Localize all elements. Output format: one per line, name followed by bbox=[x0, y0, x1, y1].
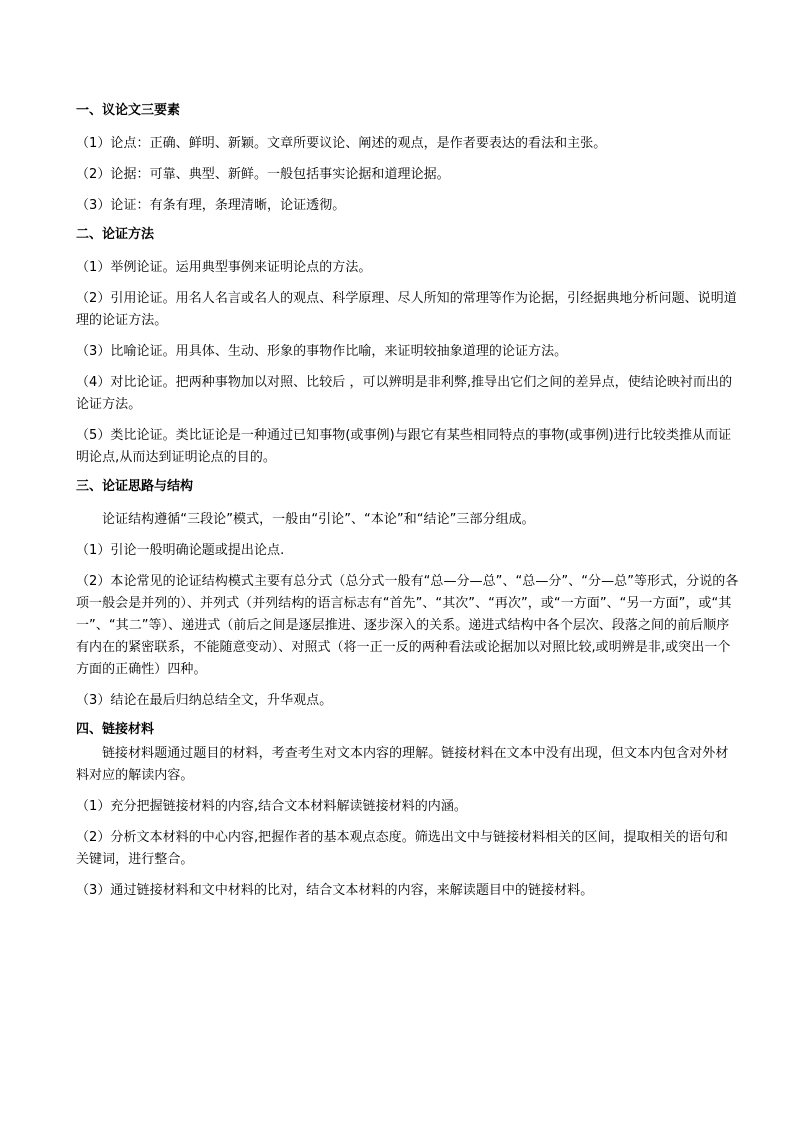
paragraph: （4）对比论证。把两种事物加以对照、比较后 ，可以辨明是非利弊,推导出它们之间的差异点，使结论映衬而出的论证方法。 bbox=[76, 375, 733, 412]
paragraph: （3）通过链接材料和文中材料的比对，结合文本材料的内容，来解读题目中的链接材料。 bbox=[76, 883, 594, 898]
paragraph: （3）结论在最后归纳总结全文，升华观点。 bbox=[76, 693, 333, 708]
document-body bbox=[76, 102, 740, 911]
section-heading: 二、论证方法 bbox=[76, 227, 155, 242]
paragraph: （2）本论常见的论证结构模式主要有总分式（总分式一般有“总—分—总”、“总—分”、“分—总”等形式，分说的各项一般会是并列的）、并列式（并列结构的语言标志有“首先”、“其次”、“再次”，或“一方面”、“另一方面”，或“其一”、“其二”等）、递进式（前后之间是逐层推进、逐步深入的关系。递进式结构中各个层次、段落之间的前后顺序有内在的紧密联系，不能随意变动）、对照式（将一正一反的两种看法或论据加以对照比较,或明辨是非,或突出一个方面的正确性）四种。 bbox=[76, 574, 739, 677]
paragraph: （5）类比论证。类比证论是一种通过已知事物(或事例)与跟它有某些相同特点的事物(或事例)进行比较类推从而证明论点,从而达到证明论点的目的。 bbox=[76, 428, 732, 465]
paragraph: （2）论据：可靠、典型、新鲜。一般包括事实论据和道理论据。 bbox=[76, 167, 450, 182]
paragraph: （1）引论一般明确论题或提出论点. bbox=[76, 543, 285, 558]
paragraph: （1）充分把握链接材料的内容,结合文本材料解读链接材料的内涵。 bbox=[76, 799, 467, 814]
section-heading: 三、论证思路与结构 bbox=[76, 479, 194, 494]
intro-paragraph: 链接材料题通过题目的材料，考查考生对文本内容的理解。链接材料在文本中没有出现，但文本内包含对外材料对应的解读内容。 bbox=[76, 746, 729, 783]
paragraph: （3）比喻论证。用具体、生动、形象的事物作比喻，来证明较抽象道理的论证方法。 bbox=[76, 344, 568, 359]
intro-paragraph: 论证结构遵循“三段论”模式，一般由“引论”、“本论”和“结论”三部分组成。 bbox=[102, 512, 535, 527]
paragraph: （1）论点：正确、鲜明、新颖。文章所要议论、阐述的观点，是作者要表达的看法和主张。 bbox=[76, 136, 607, 151]
paragraph: （2）分析文本材料的中心内容,把握作者的基本观点态度。筛选出文中与链接材料相关的区间，提取相关的语句和关键词，进行整合。 bbox=[76, 830, 728, 867]
section-heading: 一、议论文三要素 bbox=[76, 103, 181, 118]
paragraph: （2）引用论证。用名人名言或名人的观点、科学原理、尽人所知的常理等作为论据，引经据典地分析问题、说明道理的论证方法。 bbox=[76, 291, 737, 328]
paragraph: （3）论证：有条有理，条理清晰，论证透彻。 bbox=[76, 198, 346, 213]
paragraph: （1）举例论证。运用典型事例来证明论点的方法。 bbox=[76, 260, 372, 275]
section-heading: 四、链接材料 bbox=[76, 722, 155, 737]
